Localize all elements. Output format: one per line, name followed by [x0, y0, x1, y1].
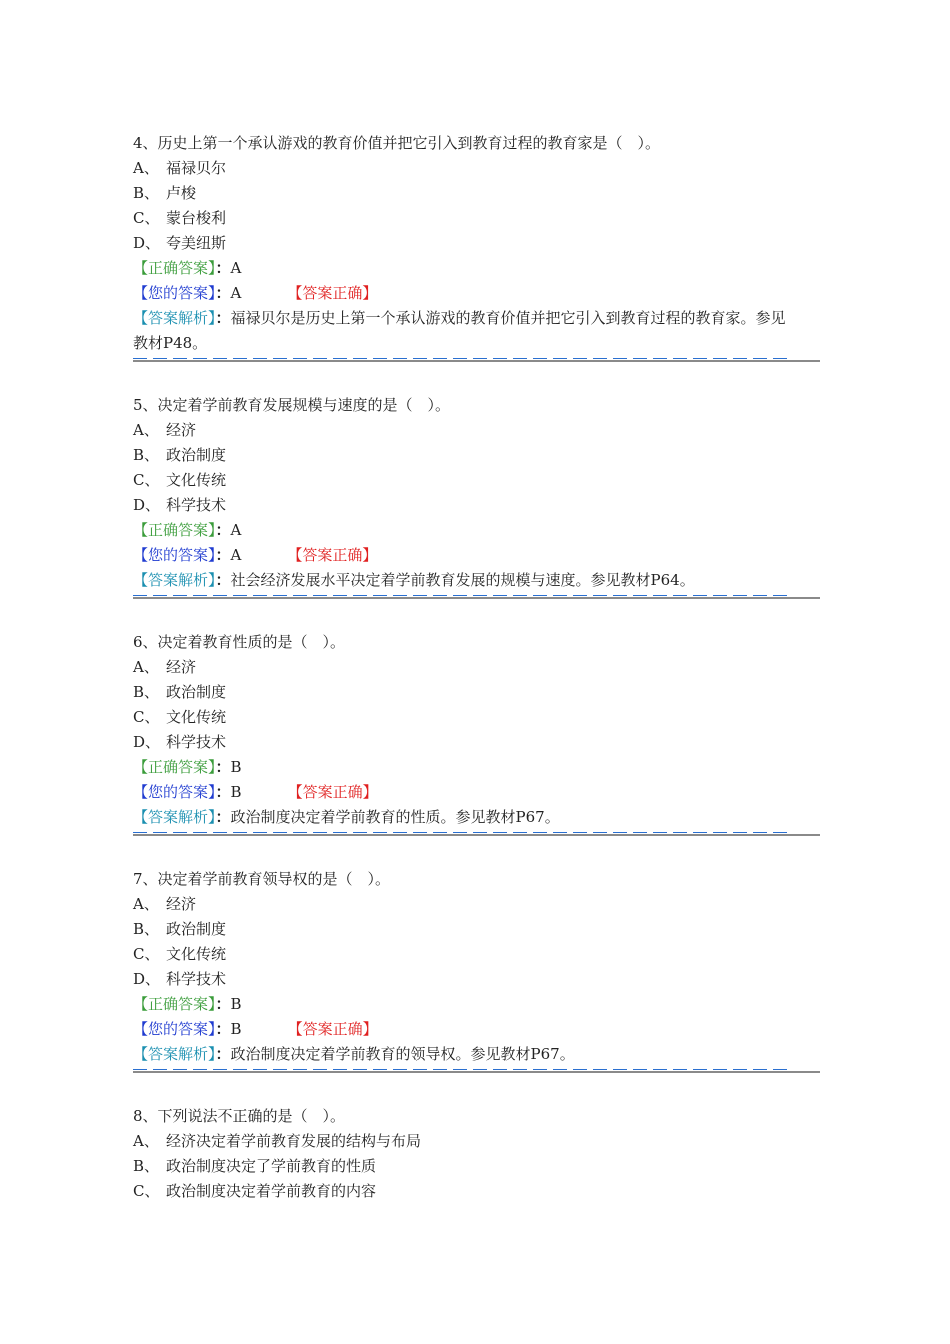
option-a [133, 655, 823, 680]
option-text: 政治制度 [166, 683, 227, 701]
explanation-row [133, 568, 793, 593]
solid-rule [133, 360, 820, 362]
correct-answer-row [133, 518, 823, 543]
option-key: A、 [133, 895, 159, 913]
option-key: A、 [133, 159, 159, 177]
option-text: 夸美纽斯 [166, 234, 227, 252]
your-answer-value: A [230, 284, 242, 302]
correct-answer-value: B [230, 995, 242, 1013]
option-text: 科学技术 [166, 733, 227, 751]
option-text: 卢梭 [166, 184, 197, 202]
solid-rule [133, 1071, 820, 1073]
explanation-row [133, 805, 793, 830]
your-answer-row [133, 543, 823, 568]
your-answer-label: 【您的答案】 [133, 546, 216, 564]
section-divider [133, 1069, 820, 1072]
solid-rule [133, 834, 820, 836]
colon: ： [215, 546, 231, 564]
your-answer-value: B [230, 783, 242, 801]
correct-answer-row [133, 992, 823, 1017]
explanation-text: 社会经济发展水平决定着学前教育发展的规模与速度。参见教材P64。 [230, 571, 695, 589]
option-b [133, 1154, 823, 1179]
option-key: B、 [133, 1157, 160, 1175]
option-text: 科学技术 [166, 970, 227, 988]
colon: ： [215, 758, 231, 776]
question-stem: 4、历史上第一个承认游戏的教育价值并把它引入到教育过程的教育家是（ ）。 [133, 134, 661, 152]
option-a [133, 418, 823, 443]
correct-answer-row [133, 256, 823, 281]
option-text: 经济 [166, 658, 197, 676]
question-stem: 5、决定着学前教育发展规模与速度的是（ ）。 [133, 396, 451, 414]
your-answer-value: B [230, 1020, 242, 1038]
option-key: D、 [133, 970, 161, 988]
option-key: C、 [133, 471, 160, 489]
question-stem: 6、决定着教育性质的是（ ）。 [133, 633, 346, 651]
option-key: B、 [133, 920, 160, 938]
explanation-text: 政治制度决定着学前教育的领导权。参见教材P67。 [230, 1045, 575, 1063]
option-key: C、 [133, 708, 160, 726]
question-7 [133, 867, 823, 1072]
option-c [133, 1179, 823, 1204]
colon: ： [215, 783, 231, 801]
section-divider [133, 832, 820, 835]
correct-answer-label: 【正确答案】 [133, 259, 216, 277]
question-stem: 8、下列说法不正确的是（ ）。 [133, 1107, 346, 1125]
your-answer-row [133, 1017, 823, 1042]
dashed-rule [133, 595, 793, 596]
colon: ： [215, 571, 231, 589]
explanation-label: 【答案解析】 [133, 1045, 216, 1063]
option-text: 福禄贝尔 [166, 159, 227, 177]
option-text: 科学技术 [166, 496, 227, 514]
section-divider [133, 595, 820, 598]
option-d [133, 231, 823, 256]
explanation-text: 政治制度决定着学前教育的性质。参见教材P67。 [230, 808, 560, 826]
correct-answer-row [133, 755, 823, 780]
verdict-badge: 【答案正确】 [287, 546, 378, 564]
colon: ： [215, 1045, 231, 1063]
option-key: C、 [133, 209, 160, 227]
colon: ： [215, 521, 231, 539]
explanation-text: 福禄贝尔是历史上第一个承认游戏的教育价值并把它引入到教育过程的教育家。参见教材P48。 [133, 309, 786, 352]
question-4 [133, 131, 823, 361]
colon: ： [215, 284, 231, 302]
option-d [133, 730, 823, 755]
your-answer-label: 【您的答案】 [133, 284, 216, 302]
option-key: B、 [133, 184, 160, 202]
option-a [133, 892, 823, 917]
question-6 [133, 630, 823, 835]
option-b [133, 443, 823, 468]
correct-answer-label: 【正确答案】 [133, 521, 216, 539]
option-key: B、 [133, 683, 160, 701]
option-d [133, 493, 823, 518]
option-text: 政治制度 [166, 920, 227, 938]
dashed-rule [133, 1069, 793, 1070]
explanation-label: 【答案解析】 [133, 309, 216, 327]
correct-answer-value: A [230, 259, 242, 277]
option-text: 政治制度决定了学前教育的性质 [166, 1157, 377, 1175]
correct-answer-value: A [230, 521, 242, 539]
colon: ： [215, 309, 231, 327]
option-text: 蒙台梭利 [166, 209, 227, 227]
option-key: D、 [133, 733, 161, 751]
option-key: B、 [133, 446, 160, 464]
option-d [133, 967, 823, 992]
explanation-row [133, 1042, 793, 1067]
option-key: C、 [133, 945, 160, 963]
option-text: 文化传统 [166, 708, 227, 726]
option-key: D、 [133, 496, 161, 514]
correct-answer-label: 【正确答案】 [133, 758, 216, 776]
colon: ： [215, 259, 231, 277]
correct-answer-label: 【正确答案】 [133, 995, 216, 1013]
option-text: 文化传统 [166, 471, 227, 489]
section-divider [133, 358, 820, 361]
option-key: C、 [133, 1182, 160, 1200]
your-answer-row [133, 281, 823, 306]
colon: ： [215, 995, 231, 1013]
option-b [133, 680, 823, 705]
option-key: A、 [133, 421, 159, 439]
your-answer-value: A [230, 546, 242, 564]
explanation-row [133, 306, 793, 356]
option-c [133, 468, 823, 493]
explanation-label: 【答案解析】 [133, 808, 216, 826]
dashed-rule [133, 358, 793, 359]
solid-rule [133, 597, 820, 599]
option-key: A、 [133, 658, 159, 676]
option-text: 文化传统 [166, 945, 227, 963]
your-answer-label: 【您的答案】 [133, 1020, 216, 1038]
colon: ： [215, 808, 231, 826]
option-b [133, 917, 823, 942]
explanation-label: 【答案解析】 [133, 571, 216, 589]
option-text: 经济 [166, 895, 197, 913]
dashed-rule [133, 832, 793, 833]
option-text: 经济 [166, 421, 197, 439]
option-a [133, 156, 823, 181]
option-c [133, 942, 823, 967]
correct-answer-value: B [230, 758, 242, 776]
colon: ： [215, 1020, 231, 1038]
your-answer-label: 【您的答案】 [133, 783, 216, 801]
option-b [133, 181, 823, 206]
question-5 [133, 393, 823, 598]
option-key: D、 [133, 234, 161, 252]
option-text: 政治制度决定着学前教育的内容 [166, 1182, 377, 1200]
option-key: A、 [133, 1132, 159, 1150]
verdict-badge: 【答案正确】 [287, 783, 378, 801]
question-stem: 7、决定着学前教育领导权的是（ ）。 [133, 870, 391, 888]
option-c [133, 705, 823, 730]
question-8 [133, 1104, 823, 1204]
option-text: 政治制度 [166, 446, 227, 464]
option-a [133, 1129, 823, 1154]
verdict-badge: 【答案正确】 [287, 284, 378, 302]
your-answer-row [133, 780, 823, 805]
verdict-badge: 【答案正确】 [287, 1020, 378, 1038]
option-text: 经济决定着学前教育发展的结构与布局 [166, 1132, 422, 1150]
option-c [133, 206, 823, 231]
